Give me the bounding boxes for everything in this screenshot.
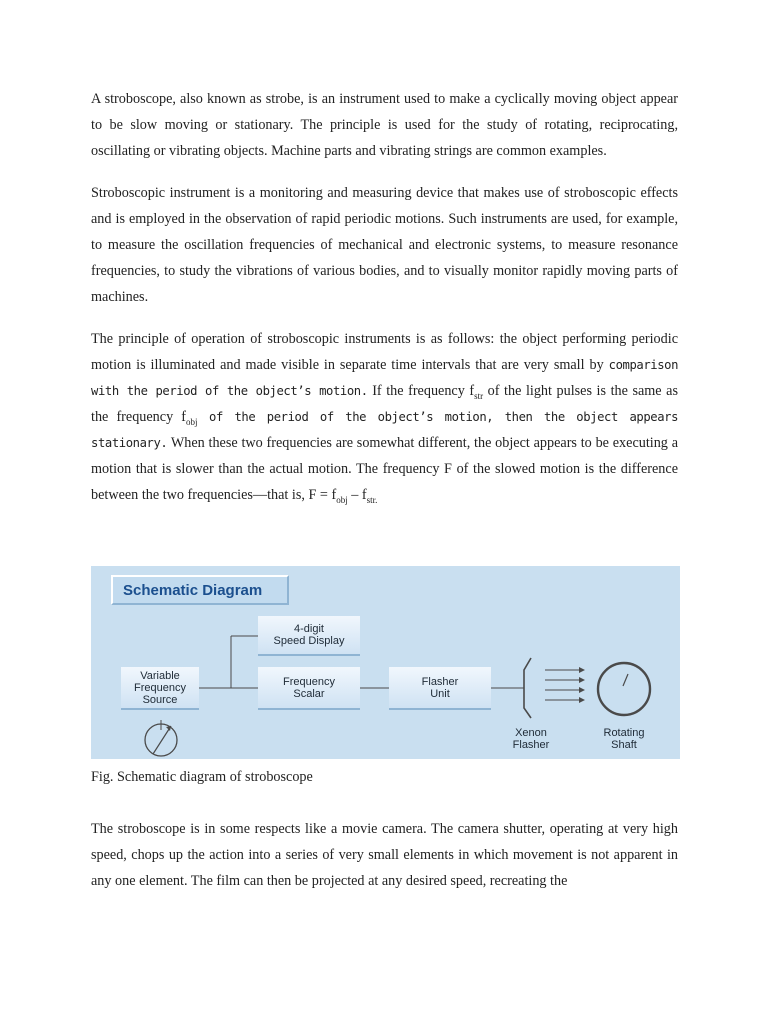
ray-arrowhead-3 [579,687,585,693]
rotating-shaft-icon [598,663,650,715]
variable-source-arrow [153,726,171,754]
principle-text-f: When these two frequencies are somewhat different, the object appears to be executing a motion that is slower than the actual motion. The frequency F of the slowed motion is the difference between the two frequencies—that is, F = f [91,435,678,503]
figure-caption: Fig. Schematic diagram of stroboscope [91,769,313,785]
xenon-flasher-icon [524,658,531,718]
ray-arrowhead-4 [579,697,585,703]
principle-text-d: of the light pulses is the same as the frequency f [91,383,678,425]
subscript-obj: obj [186,416,198,427]
subscript-str: str [474,390,484,401]
speed-display-box: 4-digit Speed Display [258,616,360,656]
principle-text-b: comparison with the period of the object’s motion. [91,358,679,398]
subscript-str-2: str. [366,494,378,505]
xenon-flasher-label: Xenon Flasher [512,727,550,751]
ray-arrowhead-1 [579,667,585,673]
frequency-scalar-box: Frequency Scalar [258,667,360,710]
paragraph-intro: A stroboscope, also known as strobe, is an instrument used to make a cyclically moving object appear to be slow moving or stationary. The principle is used for the study of rotating, reciprocating, oscillating or vibrating objects. Machine parts and vibrating strings are common examples. [91,91,678,159]
subscript-obj-2: obj [336,494,348,505]
ray-arrowhead-2 [579,677,585,683]
flasher-unit-box: Flasher Unit [389,667,491,710]
paragraph-instrument: Stroboscopic instrument is a monitoring and measuring device that makes use of stroboscopic effects and is employed in the observation of rapid periodic motions. Such instruments are used, for example, to measure the oscillation frequencies of mechanical and electronic systems, to measure resonance frequencies, to study the vibrations of various bodies, and to visually monitor rapidly moving parts of machines. [91,185,678,305]
shaft-marker [623,674,628,686]
schematic-diagram [91,566,680,759]
principle-text-e: of the period of the object’s motion, then the object appears stationary. [91,410,679,450]
diagram-title-box [111,575,289,605]
principle-text-g: – f [347,487,367,503]
diagram-title: Schematic Diagram [123,582,263,599]
principle-text-c: If the frequency f [367,383,475,399]
document-body [91,86,678,508]
paragraph-camera: The stroboscope is in some respects like a movie camera. The camera shutter, operating at very high speed, chops up the action into a series of very small elements in which movement is not apparent in any one element. The film can then be projected at any desired speed, recreating the [91,821,678,889]
paragraph-principle [91,326,678,508]
rotating-shaft-label: Rotating Shaft [603,727,645,751]
document-body-continued [91,816,678,894]
principle-text-a: The principle of operation of stroboscopic instruments is as follows: the object performing periodic motion is illuminated and made visible in separate time intervals that are very small by [91,331,678,373]
frequency-source-box: Variable Frequency Source [121,667,199,710]
